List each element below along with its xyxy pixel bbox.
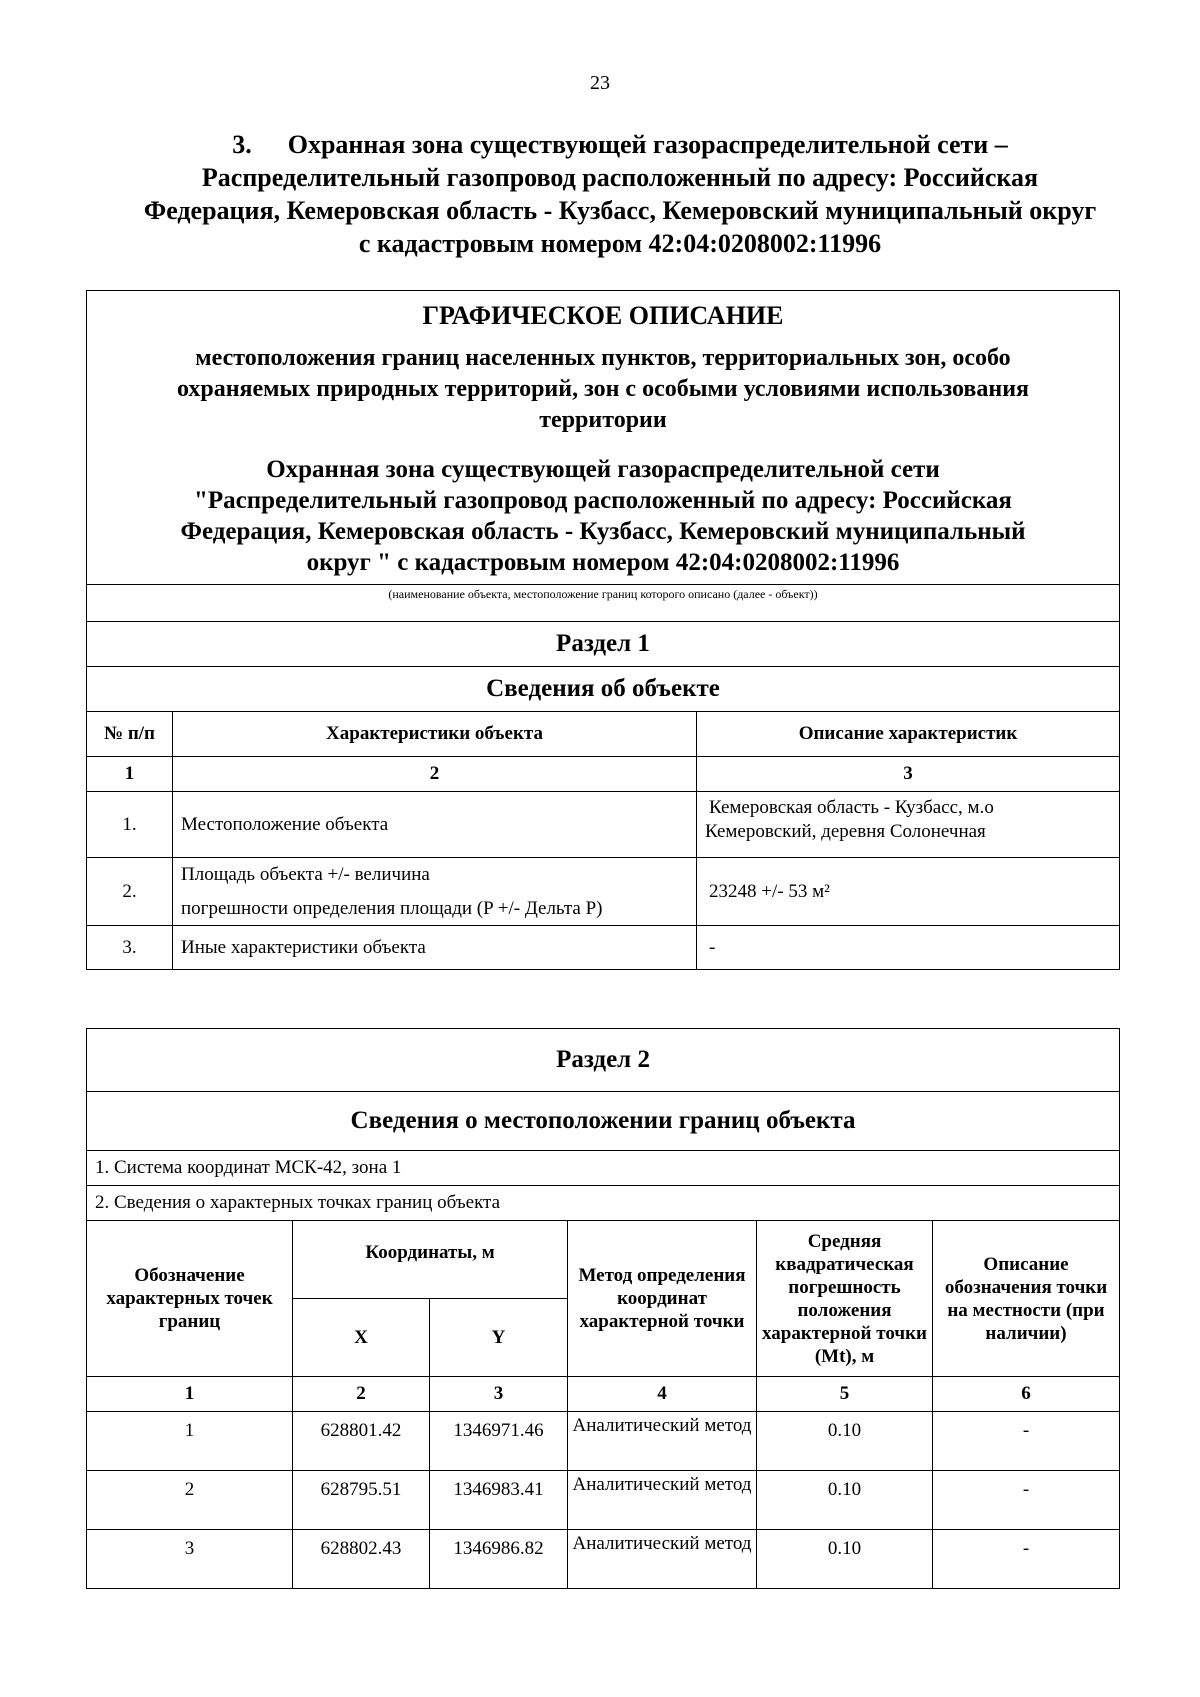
object-line-2: "Распределительный газопровод расположенный по адресу: Российская [194, 487, 1012, 514]
point-id: 1 [87, 1412, 293, 1471]
row-number: 3. [87, 926, 173, 970]
graphic-description-title: ГРАФИЧЕСКОЕ ОПИСАНИЕ [422, 301, 784, 330]
point-error: 0.10 [757, 1412, 933, 1471]
object-line-1: Охранная зона существующей газораспределительной сети [266, 456, 940, 483]
row-value: 23248 +/- 53 м² [697, 858, 1120, 926]
graphic-description-header [87, 291, 1120, 585]
point-x: 628801.42 [293, 1412, 430, 1471]
area-label-line-1: Площадь объекта +/- величина [181, 863, 430, 885]
location-line-2: Кемеровский, деревня Солонечная [705, 821, 986, 842]
section2-subtitle: Сведения о местоположении границ объекта [87, 1092, 1120, 1151]
col-header-description: Описание характеристик [697, 712, 1120, 757]
col-number-5: 5 [757, 1377, 933, 1412]
row-characteristic: Местоположение объекта [173, 792, 697, 858]
heading-line-1-text: Охранная зона существующей газораспределительной сети – [287, 130, 1008, 159]
table-row [87, 926, 1120, 970]
point-description: - [933, 1412, 1120, 1471]
area-label-line-2: погрешности определения площади (P +/- Дельта P) [181, 897, 603, 919]
section2-table [86, 1028, 1120, 1589]
row-number: 1. [87, 792, 173, 858]
point-y: 1346986.82 [430, 1530, 568, 1589]
point-x: 628795.51 [293, 1471, 430, 1530]
header-method: Метод определения координат характерной точки [568, 1221, 757, 1377]
point-method: Аналитический метод [568, 1412, 757, 1471]
col-header-characteristic: Характеристики объекта [173, 712, 697, 757]
col-number-1: 1 [87, 1377, 293, 1412]
location-line-1: Кемеровская область - Кузбасс, м.о [709, 797, 994, 818]
object-line-3: Федерация, Кемеровская область - Кузбасс, Кемеровский муниципальный [180, 518, 1026, 545]
heading-line-2: Распределительный газопровод расположенный по адресу: Российская [201, 163, 1039, 192]
heading-number: 3. [232, 130, 252, 159]
col-number-2: 2 [173, 757, 697, 792]
header-coordinates: Координаты, м [293, 1221, 568, 1299]
point-method: Аналитический метод [568, 1530, 757, 1589]
heading-line-3: Федерация, Кемеровская область - Кузбасс, Кемеровский муниципальный округ [143, 196, 1097, 225]
point-method: Аналитический метод [568, 1471, 757, 1530]
section1-title: Раздел 1 [87, 622, 1120, 667]
col-number-2: 2 [293, 1377, 430, 1412]
table-row [87, 1471, 1120, 1530]
graphic-description-subtitle [97, 343, 1109, 436]
object-hint: (наименование объекта, местоположение границ которого описано (далее - объект)) [87, 585, 1120, 622]
object-name [97, 454, 1109, 578]
subtitle-line-1: местоположения границ населенных пунктов, территориальных зон, особо [195, 345, 1011, 371]
col-number-1: 1 [87, 757, 173, 792]
heading-line-4: с кадастровым номером 42:04:0208002:11996 [358, 229, 882, 258]
row-characteristic [173, 858, 697, 926]
col-number-4: 4 [568, 1377, 757, 1412]
col-number-3: 3 [697, 757, 1120, 792]
section1-subtitle: Сведения об объекте [87, 667, 1120, 712]
point-id: 2 [87, 1471, 293, 1530]
object-line-4: округ " с кадастровым номером 42:04:0208002:11996 [306, 549, 900, 576]
subtitle-line-2: охраняемых природных территорий, зон с особыми условиями использования [176, 376, 1030, 402]
subtitle-line-3: территории [539, 407, 667, 433]
row-characteristic: Иные характеристики объекта [173, 926, 697, 970]
header-designation: Обозначение характерных точек границ [87, 1221, 293, 1377]
row-number: 2. [87, 858, 173, 926]
heading-line-1 [90, 128, 1150, 161]
point-id: 3 [87, 1530, 293, 1589]
table-row [87, 858, 1120, 926]
coordinate-system: 1. Система координат МСК-42, зона 1 [87, 1151, 1120, 1186]
row-value [697, 792, 1120, 858]
header-x: X [293, 1299, 430, 1377]
section2-title: Раздел 2 [87, 1029, 1120, 1092]
header-description: Описание обозначения точки на местности (при наличии) [933, 1221, 1120, 1377]
point-y: 1346983.41 [430, 1471, 568, 1530]
document-heading [90, 128, 1150, 260]
header-y: Y [430, 1299, 568, 1377]
point-description: - [933, 1530, 1120, 1589]
point-error: 0.10 [757, 1471, 933, 1530]
points-info: 2. Сведения о характерных точках границ объекта [87, 1186, 1120, 1221]
row-value: - [697, 926, 1120, 970]
col-number-3: 3 [430, 1377, 568, 1412]
table-row [87, 1530, 1120, 1589]
table-row [87, 792, 1120, 858]
point-description: - [933, 1471, 1120, 1530]
table-row [87, 1412, 1120, 1471]
page-number: 23 [590, 72, 610, 94]
point-x: 628802.43 [293, 1530, 430, 1589]
point-y: 1346971.46 [430, 1412, 568, 1471]
col-header-number: № п/п [87, 712, 173, 757]
col-number-6: 6 [933, 1377, 1120, 1412]
point-error: 0.10 [757, 1530, 933, 1589]
section1-table [86, 290, 1120, 970]
header-error: Средняя квадратическая погрешность положения характерной точки (Mt), м [757, 1221, 933, 1377]
